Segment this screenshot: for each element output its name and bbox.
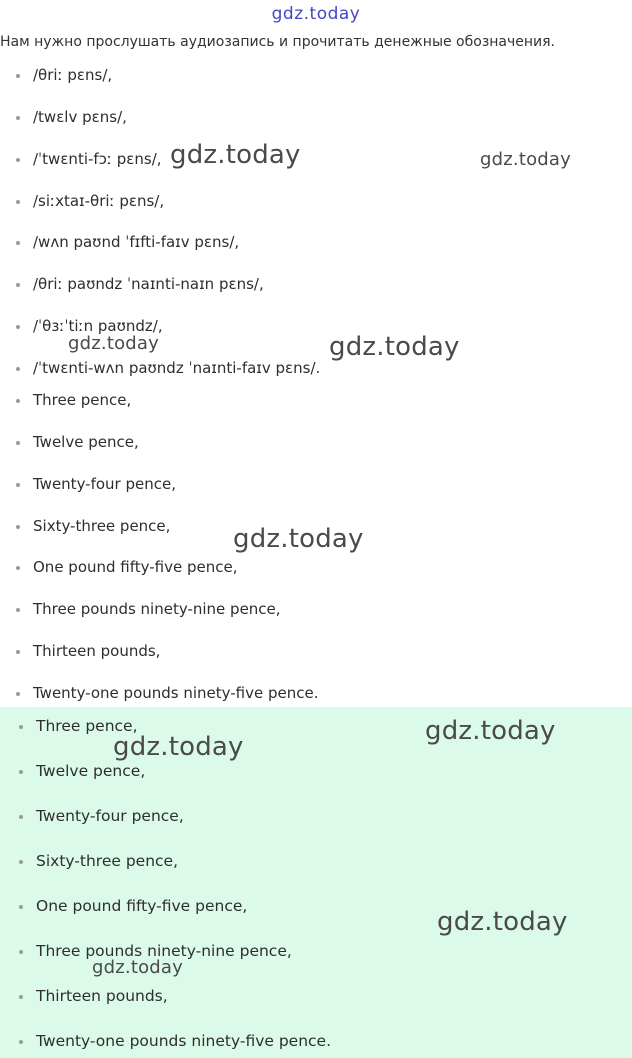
list-item: Twenty-four pence,	[33, 475, 176, 493]
watermark: gdz.today	[92, 957, 184, 978]
list-item: /siːxtaɪ-θriː pɛns/,	[33, 192, 165, 210]
answer-item: Sixty-three pence,	[36, 852, 179, 870]
list-item: /ˈtwɛnti-fɔː pɛns/,	[33, 150, 162, 168]
answer-item: Twelve pence,	[36, 762, 146, 780]
answer-item: Thirteen pounds,	[36, 987, 168, 1005]
site-logo[interactable]: gdz.today	[271, 4, 361, 24]
list-item: One pound fifty-five pence,	[33, 558, 238, 576]
watermark: gdz.today	[425, 716, 556, 746]
watermark: gdz.today	[113, 732, 244, 762]
list-item: /wʌn paʊnd ˈfɪfti-faɪv pɛns/,	[33, 233, 240, 251]
list-item: /twɛlv pɛns/,	[33, 108, 127, 126]
list-item: Twenty-one pounds ninety-five pence.	[33, 684, 319, 702]
watermark: gdz.today	[480, 149, 572, 170]
watermark: gdz.today	[329, 332, 460, 362]
answer-item: Three pounds ninety-nine pence,	[36, 942, 292, 960]
list-item: Twelve pence,	[33, 433, 139, 451]
task-intro: Нам нужно прослушать аудиозапись и прочитать денежные обозначения.	[0, 34, 556, 50]
watermark: gdz.today	[170, 140, 301, 170]
list-item: /ˈtwɛnti-wʌn paʊndz ˈnaɪnti-faɪv pɛns/.	[33, 359, 321, 377]
answer-item: Twenty-one pounds ninety-five pence.	[36, 1032, 332, 1050]
list-item: /θriː paʊndz ˈnaɪnti-naɪn pɛns/,	[33, 275, 264, 293]
answer-item: Twenty-four pence,	[36, 807, 184, 825]
answer-item: One pound fifty-five pence,	[36, 897, 248, 915]
list-item: /ˈθɜːˈtiːn paʊndz/,	[33, 317, 163, 335]
watermark: gdz.today	[68, 333, 160, 354]
watermark: gdz.today	[437, 907, 568, 937]
list-item: /θriː pɛns/,	[33, 66, 113, 84]
watermark: gdz.today	[233, 524, 364, 554]
answer-item: Three pence,	[36, 717, 138, 735]
list-item: Three pence,	[33, 391, 132, 409]
list-item: Three pounds ninety-nine pence,	[33, 600, 281, 618]
list-item: Sixty-three pence,	[33, 517, 171, 535]
answer-box	[0, 707, 632, 1058]
list-item: Thirteen pounds,	[33, 642, 161, 660]
